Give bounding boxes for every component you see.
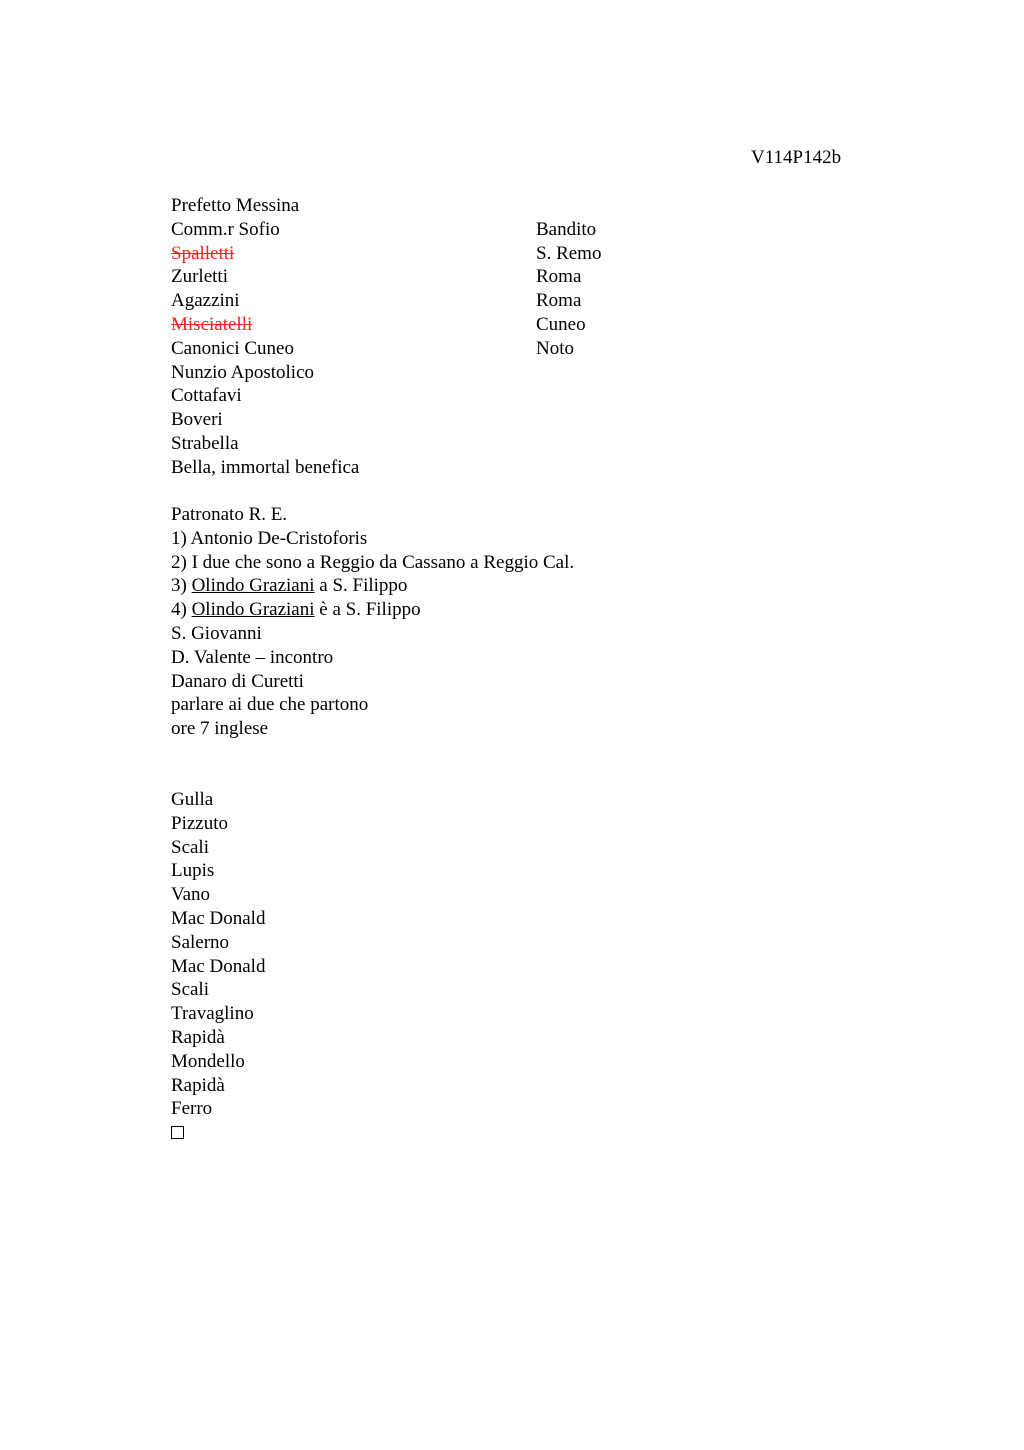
list-item <box>171 598 574 622</box>
section-heading: Patronato R. E. <box>171 504 288 525</box>
item-text: è a S. Filippo <box>314 599 421 621</box>
list-item: 2) I due che sono a Reggio da Cassano a Reggio Cal. <box>171 551 575 573</box>
name-cell: Boveri <box>171 409 223 431</box>
item-text: a S. Filippo <box>314 575 408 597</box>
list-item: 1) Antonio De-Cristoforis <box>171 527 368 549</box>
struck-name-cell: Spalletti <box>171 242 235 264</box>
name-cell: Comm.r Sofio <box>171 218 280 240</box>
place-cell: Noto <box>536 337 574 359</box>
list-item <box>171 574 574 598</box>
list-item: Salerno <box>171 931 230 953</box>
list-item: Rapidà <box>171 1074 225 1096</box>
place-cell: Roma <box>536 266 582 288</box>
note-line: ore 7 inglese <box>171 718 269 740</box>
list-item: Gulla <box>171 789 214 810</box>
list-item: Rapidà <box>171 1026 225 1048</box>
name-cell: Canonici Cuneo <box>171 337 294 359</box>
list-item: Mac Donald <box>171 907 266 929</box>
struck-name-cell: Misciatelli <box>171 313 253 335</box>
name-cell: Agazzini <box>171 290 240 312</box>
list-item: Vano <box>171 884 211 906</box>
page-id: V114P142b <box>751 147 842 168</box>
list-item: Ferro <box>171 1098 213 1120</box>
name-cell: Strabella <box>171 432 239 454</box>
name-cell: Zurletti <box>171 266 228 288</box>
list-item: Scali <box>171 979 209 1001</box>
name-cell: Cottafavi <box>171 385 242 407</box>
item-number: 3) <box>171 575 192 597</box>
place-cell: S. Remo <box>536 242 602 264</box>
checkbox-row <box>171 1126 265 1150</box>
underlined-name: Olindo Graziani <box>191 599 315 621</box>
empty-checkbox-icon <box>171 1126 184 1139</box>
list-item: Travaglino <box>171 1003 254 1025</box>
place-cell: Bandito <box>536 218 597 240</box>
patronato-section <box>171 503 574 741</box>
note-line: Danaro di Curetti <box>171 670 304 692</box>
names-list <box>171 788 265 1150</box>
underlined-name: Olindo Graziani <box>191 575 315 597</box>
list-item: Lupis <box>171 860 215 882</box>
list-item: Scali <box>171 836 209 858</box>
list-item: Mondello <box>171 1050 245 1072</box>
name-cell: Bella, immortal benefica <box>171 456 360 478</box>
name-cell: Nunzio Apostolico <box>171 361 315 383</box>
list-item: Mac Donald <box>171 955 266 977</box>
place-cell: Cuneo <box>536 313 586 335</box>
name-cell: Prefetto Messina <box>171 195 300 216</box>
note-line: parlare ai due che partono <box>171 694 369 716</box>
item-number: 4) <box>171 599 192 621</box>
list-item: Pizzuto <box>171 812 228 834</box>
note-line: S. Giovanni <box>171 622 262 644</box>
place-cell: Roma <box>536 290 582 312</box>
note-line: D. Valente – incontro <box>171 646 334 668</box>
